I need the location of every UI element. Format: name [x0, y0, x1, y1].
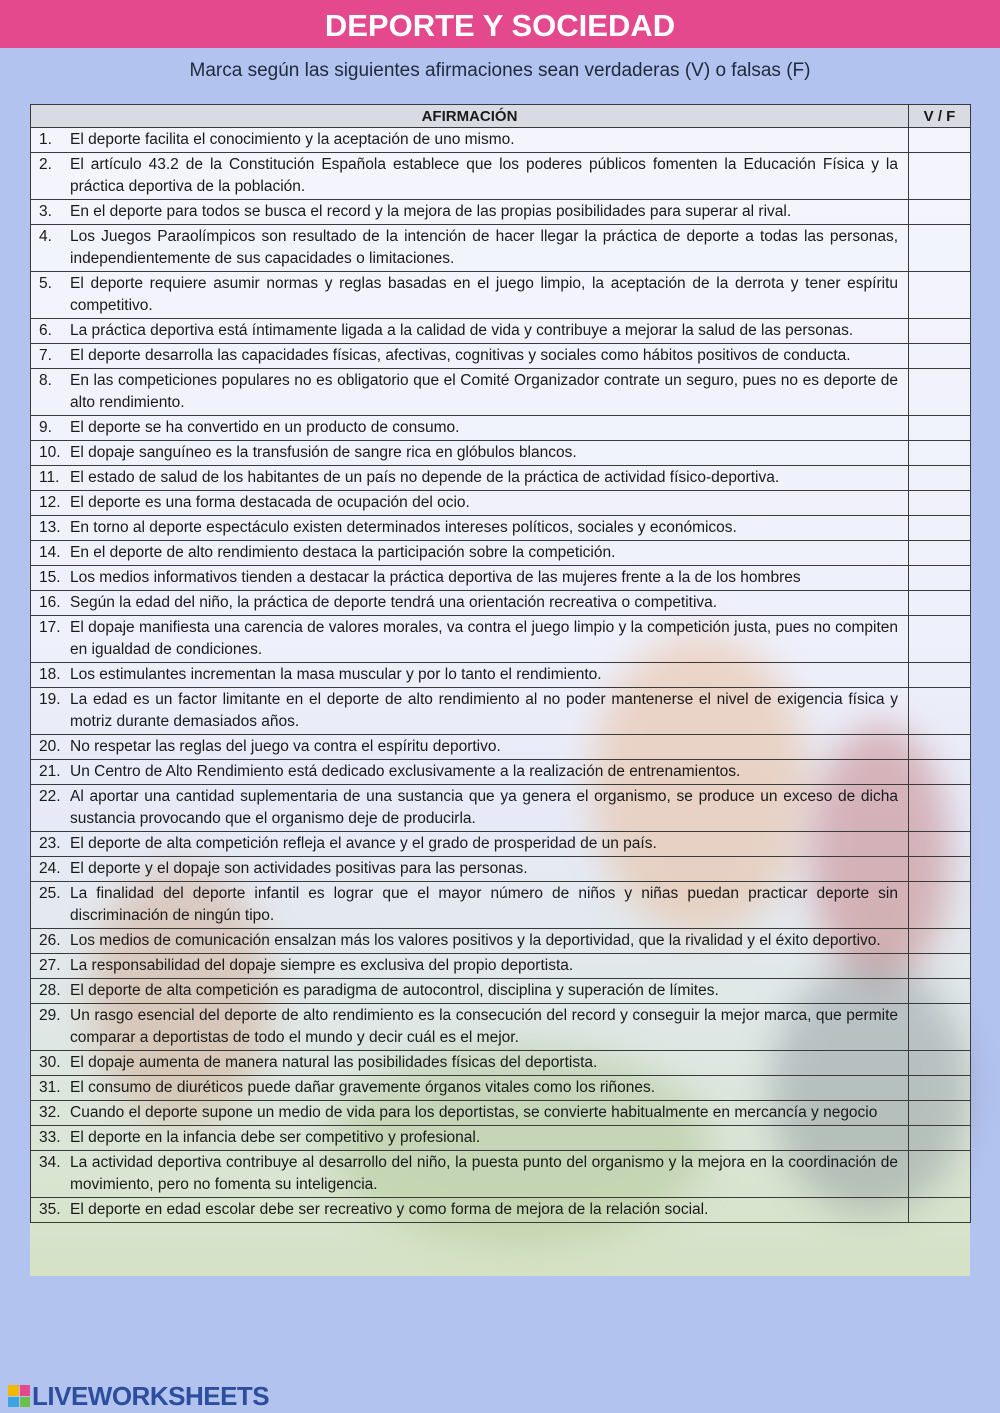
statement-text: La práctica deportiva está íntimamente ligada a la calidad de vida y contribuye a mejorar la salud de las personas.: [70, 322, 854, 339]
answer-cell[interactable]: [909, 369, 971, 416]
answer-cell[interactable]: [909, 491, 971, 516]
statement-row: [31, 128, 971, 153]
statement-row: [31, 760, 971, 785]
statement-cell: [31, 1076, 909, 1101]
answer-cell[interactable]: [909, 225, 971, 272]
statement-row: [31, 735, 971, 760]
statement-row: [31, 663, 971, 688]
statement-row: [31, 153, 971, 200]
statement-number: 18.: [39, 666, 61, 683]
statement-number: 22.: [39, 788, 61, 805]
statement-number: 23.: [39, 835, 61, 852]
statement-row: [31, 225, 971, 272]
statement-row: [31, 516, 971, 541]
answer-cell[interactable]: [909, 663, 971, 688]
statement-row: [31, 541, 971, 566]
statement-row: [31, 954, 971, 979]
statement-text: El deporte se ha convertido en un producto de consumo.: [70, 419, 460, 436]
statement-cell: [31, 491, 909, 516]
statement-number: 27.: [39, 957, 61, 974]
statement-cell: [31, 344, 909, 369]
statement-row: [31, 441, 971, 466]
statement-number: 8.: [39, 372, 52, 389]
statement-row: [31, 857, 971, 882]
table-header-row: [31, 105, 971, 128]
statement-cell: [31, 369, 909, 416]
answer-cell[interactable]: [909, 516, 971, 541]
statement-number: 35.: [39, 1201, 61, 1218]
answer-cell[interactable]: [909, 760, 971, 785]
statement-text: Un Centro de Alto Rendimiento está dedicado exclusivamente a la realización de entrenamientos.: [70, 763, 741, 780]
statement-row: [31, 344, 971, 369]
statement-number: 32.: [39, 1104, 61, 1121]
statement-number: 10.: [39, 444, 61, 461]
statement-row: [31, 416, 971, 441]
statement-number: 4.: [39, 228, 52, 245]
statement-number: 13.: [39, 519, 61, 536]
statement-cell: [31, 272, 909, 319]
statement-number: 29.: [39, 1007, 61, 1024]
statement-text: En el deporte de alto rendimiento destaca la participación sobre la competición.: [70, 544, 616, 561]
statement-number: 26.: [39, 932, 61, 949]
answer-cell[interactable]: [909, 1151, 971, 1198]
statement-text: El estado de salud de los habitantes de un país no depende de la práctica de actividad físico-deportiva.: [70, 469, 780, 486]
answer-cell[interactable]: [909, 566, 971, 591]
statement-number: 19.: [39, 691, 61, 708]
statement-number: 6.: [39, 322, 52, 339]
statement-text: El dopaje sanguíneo es la transfusión de sangre rica en glóbulos blancos.: [70, 444, 577, 461]
statement-number: 15.: [39, 569, 61, 586]
answer-cell[interactable]: [909, 929, 971, 954]
statement-row: [31, 200, 971, 225]
statement-cell: [31, 735, 909, 760]
statement-cell: [31, 760, 909, 785]
statement-row: [31, 369, 971, 416]
statement-cell: [31, 1051, 909, 1076]
answer-cell[interactable]: [909, 1051, 971, 1076]
answer-cell[interactable]: [909, 1101, 971, 1126]
statement-text: El deporte facilita el conocimiento y la aceptación de uno mismo.: [70, 131, 515, 148]
statement-cell: [31, 882, 909, 929]
statement-number: 33.: [39, 1129, 61, 1146]
statement-number: 16.: [39, 594, 61, 611]
statement-cell: [31, 663, 909, 688]
statement-text: En las competiciones populares no es obligatorio que el Comité Organizador contrate un seguro, pues no es deporte de alto rendimiento.: [70, 372, 898, 411]
answer-cell[interactable]: [909, 954, 971, 979]
statement-row: [31, 1101, 971, 1126]
statement-number: 1.: [39, 131, 52, 148]
statement-cell: [31, 128, 909, 153]
statement-row: [31, 491, 971, 516]
statement-text: Los medios de comunicación ensalzan más los valores positivos y la deportividad, que la rivalidad y el éxito deportivo.: [70, 932, 881, 949]
statement-row: [31, 272, 971, 319]
statement-number: 31.: [39, 1079, 61, 1096]
answer-cell[interactable]: [909, 1004, 971, 1051]
statement-row: [31, 785, 971, 832]
answer-cell[interactable]: [909, 153, 971, 200]
statement-row: [31, 688, 971, 735]
answer-cell[interactable]: [909, 200, 971, 225]
statement-number: 11.: [39, 469, 60, 486]
statement-cell: [31, 516, 909, 541]
answer-cell[interactable]: [909, 979, 971, 1004]
answer-cell[interactable]: [909, 1076, 971, 1101]
statement-cell: [31, 688, 909, 735]
statement-text: Al aportar una cantidad suplementaria de una sustancia que ya genera el organismo, se produce un exceso de dicha sustancia provocando que el organismo deje de producirla.: [70, 788, 898, 827]
statement-row: [31, 1198, 971, 1223]
statement-number: 24.: [39, 860, 61, 877]
header-statement: AFIRMACIÓN: [31, 105, 909, 128]
statement-row: [31, 882, 971, 929]
statement-text: El deporte desarrolla las capacidades físicas, afectivas, cognitivas y sociales como hábitos positivos de conducta.: [70, 347, 851, 364]
statement-number: 2.: [39, 156, 52, 173]
statement-number: 12.: [39, 494, 61, 511]
statement-cell: [31, 857, 909, 882]
answer-cell[interactable]: [909, 616, 971, 663]
answer-cell[interactable]: [909, 466, 971, 491]
statement-row: [31, 1076, 971, 1101]
statement-cell: [31, 785, 909, 832]
statement-cell: [31, 416, 909, 441]
statement-text: Un rasgo esencial del deporte de alto rendimiento es la consecución del record y conseguir la mejor marca, que permite comparar a deportistas de todo el mundo y decir cuál es el mejor.: [70, 1007, 898, 1046]
logo-icon: [8, 1385, 30, 1407]
answer-cell[interactable]: [909, 857, 971, 882]
statement-cell: [31, 1151, 909, 1198]
statement-cell: [31, 832, 909, 857]
statement-text: El deporte requiere asumir normas y reglas basadas en el juego limpio, la aceptación de la derrota y tener espíritu competitivo.: [70, 275, 898, 314]
statement-row: [31, 591, 971, 616]
statement-cell: [31, 466, 909, 491]
statement-cell: [31, 441, 909, 466]
answer-cell[interactable]: [909, 128, 971, 153]
statement-text: El deporte de alta competición refleja el avance y el grado de prosperidad de un país.: [70, 835, 657, 852]
statement-cell: [31, 1004, 909, 1051]
statement-number: 3.: [39, 203, 52, 220]
statement-cell: [31, 541, 909, 566]
statement-row: [31, 929, 971, 954]
statement-row: [31, 1151, 971, 1198]
statement-row: [31, 1051, 971, 1076]
page-title: DEPORTE Y SOCIEDAD: [0, 0, 1000, 48]
statement-cell: [31, 1126, 909, 1151]
statement-number: 28.: [39, 982, 61, 999]
answer-cell[interactable]: [909, 272, 971, 319]
statement-text: En el deporte para todos se busca el record y la mejora de las propias posibilidades para superar al rival.: [70, 203, 792, 220]
statement-cell: [31, 616, 909, 663]
statement-row: [31, 832, 971, 857]
header-answer: V / F: [909, 105, 971, 128]
statement-row: [31, 319, 971, 344]
statement-row: [31, 1004, 971, 1051]
statement-row: [31, 616, 971, 663]
statement-text: La finalidad del deporte infantil es lograr que el mayor número de niños y niñas puedan practicar deporte sin discriminación de ningún tipo.: [70, 885, 898, 924]
statement-text: Los Juegos Paraolímpicos son resultado de la intención de hacer llegar la práctica de deporte a todas las personas, independientemente de sus capacidades o limitaciones.: [70, 228, 898, 267]
answer-cell[interactable]: [909, 441, 971, 466]
statement-text: La edad es un factor limitante en el deporte de alto rendimiento al no poder mantenerse el nivel de exigencia física y motriz durante demasiados años.: [70, 691, 898, 730]
statement-text: En torno al deporte espectáculo existen determinados intereses políticos, sociales y económicos.: [70, 519, 737, 536]
statement-text: Según la edad del niño, la práctica de deporte tendrá una orientación recreativa o competitiva.: [70, 594, 718, 611]
answer-cell[interactable]: [909, 785, 971, 832]
statement-text: Los estimulantes incrementan la masa muscular y por lo tanto el rendimiento.: [70, 666, 602, 683]
statements-table: [30, 104, 971, 1223]
statement-number: 21.: [39, 763, 61, 780]
statement-row: [31, 566, 971, 591]
answer-cell[interactable]: [909, 541, 971, 566]
answer-cell[interactable]: [909, 832, 971, 857]
answer-cell[interactable]: [909, 1126, 971, 1151]
statement-row: [31, 979, 971, 1004]
answer-cell[interactable]: [909, 416, 971, 441]
statement-number: 5.: [39, 275, 52, 292]
statement-number: 17.: [39, 619, 61, 636]
statement-text: El deporte es una forma destacada de ocupación del ocio.: [70, 494, 470, 511]
statement-number: 14.: [39, 544, 61, 561]
statement-text: El dopaje manifiesta una carencia de valores morales, va contra el juego limpio y la competición justa, pues no compiten en igualdad de condiciones.: [70, 619, 898, 658]
statement-number: 9.: [39, 419, 52, 436]
answer-cell[interactable]: [909, 735, 971, 760]
statement-text: El artículo 43.2 de la Constitución Española establece que los poderes públicos fomenten la Educación Física y la práctica deportiva de la población.: [70, 156, 898, 195]
statement-text: La actividad deportiva contribuye al desarrollo del niño, la puesta punto del organismo y la mejora en la coordinación de movimiento, pero no fomenta su inteligencia.: [70, 1154, 898, 1193]
statement-text: El deporte en la infancia debe ser competitivo y profesional.: [70, 1129, 481, 1146]
answer-cell[interactable]: [909, 882, 971, 929]
statement-text: Los medios informativos tienden a destacar la práctica deportiva de las mujeres frente a la de los hombres: [70, 569, 801, 586]
answer-cell[interactable]: [909, 1198, 971, 1223]
liveworksheets-logo: [8, 1382, 269, 1410]
statement-text: El deporte de alta competición es paradigma de autocontrol, disciplina y superación de límites.: [70, 982, 719, 999]
answer-cell[interactable]: [909, 688, 971, 735]
statement-text: El deporte en edad escolar debe ser recreativo y como forma de mejora de la relación social.: [70, 1201, 709, 1218]
statement-cell: [31, 319, 909, 344]
statement-cell: [31, 225, 909, 272]
statement-cell: [31, 1101, 909, 1126]
statement-cell: [31, 954, 909, 979]
statement-row: [31, 1126, 971, 1151]
statement-cell: [31, 591, 909, 616]
statement-number: 30.: [39, 1054, 61, 1071]
statement-number: 7.: [39, 347, 52, 364]
logo-text: LIVEWORKSHEETS: [32, 1380, 270, 1411]
statement-number: 25.: [39, 885, 61, 902]
statement-cell: [31, 1198, 909, 1223]
statement-number: 20.: [39, 738, 61, 755]
answer-cell[interactable]: [909, 591, 971, 616]
statement-text: El consumo de diuréticos puede dañar gravemente órganos vitales como los riñones.: [70, 1079, 656, 1096]
statement-cell: [31, 929, 909, 954]
statement-text: No respetar las reglas del juego va contra el espíritu deportivo.: [70, 738, 501, 755]
statement-number: 34.: [39, 1154, 61, 1171]
statement-row: [31, 466, 971, 491]
statement-text: Cuando el deporte supone un medio de vida para los deportistas, se convierte habitualmente en mercancía y negocio: [70, 1104, 878, 1121]
statement-text: El deporte y el dopaje son actividades positivas para las personas.: [70, 860, 528, 877]
statement-text: La responsabilidad del dopaje siempre es exclusiva del propio deportista.: [70, 957, 574, 974]
statement-cell: [31, 200, 909, 225]
statement-cell: [31, 153, 909, 200]
answer-cell[interactable]: [909, 344, 971, 369]
statement-cell: [31, 566, 909, 591]
statement-cell: [31, 979, 909, 1004]
statement-text: El dopaje aumenta de manera natural las posibilidades físicas del deportista.: [70, 1054, 598, 1071]
answer-cell[interactable]: [909, 319, 971, 344]
instructions: Marca según las siguientes afirmaciones sean verdaderas (V) o falsas (F): [189, 60, 811, 81]
